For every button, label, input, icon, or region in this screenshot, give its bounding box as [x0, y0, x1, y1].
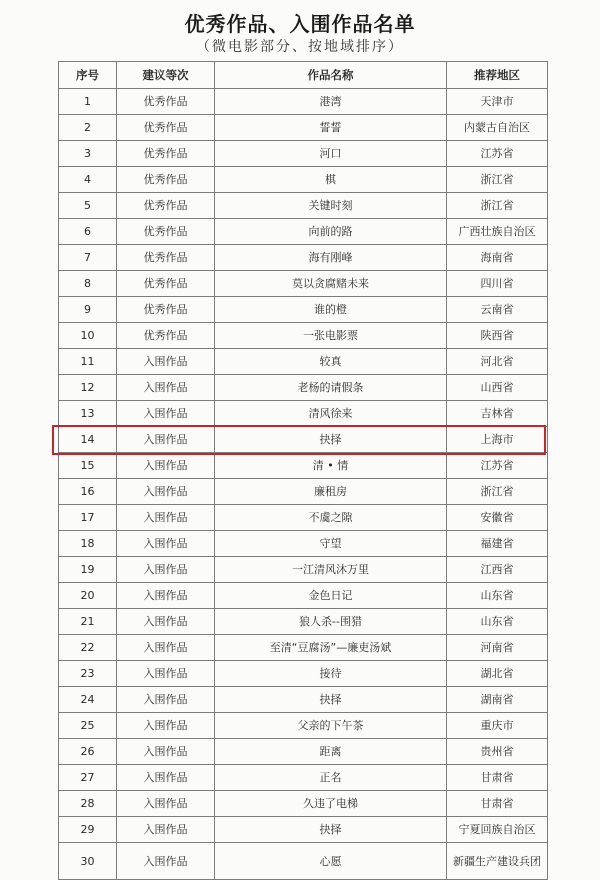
table-row [59, 167, 548, 193]
cell-number: 16 [59, 479, 117, 505]
cell-work-name: 棋 [215, 167, 447, 193]
document-title: 优秀作品、入围作品名单 [184, 12, 416, 36]
cell-work-name: 正名 [215, 765, 447, 791]
cell-work-name: 接待 [215, 661, 447, 687]
cell-region: 江苏省 [447, 141, 548, 167]
cell-work-name: 久违了电梯 [215, 791, 447, 817]
table-row [59, 89, 548, 115]
cell-grade: 入围作品 [117, 531, 215, 557]
cell-number: 15 [59, 453, 117, 479]
cell-region: 宁夏回族自治区 [447, 817, 548, 843]
cell-number: 4 [59, 167, 117, 193]
cell-work-name: 不虞之隙 [215, 505, 447, 531]
cell-number: 8 [59, 271, 117, 297]
cell-region: 广西壮族自治区 [447, 219, 548, 245]
cell-region: 上海市 [447, 427, 548, 453]
cell-region: 湖北省 [447, 661, 548, 687]
table-row [59, 713, 548, 739]
cell-number: 2 [59, 115, 117, 141]
cell-region: 天津市 [447, 89, 548, 115]
cell-number: 11 [59, 349, 117, 375]
table-header-row [59, 62, 548, 89]
cell-work-name: 港湾 [215, 89, 447, 115]
cell-number: 25 [59, 713, 117, 739]
cell-region: 山东省 [447, 609, 548, 635]
table-row [59, 115, 548, 141]
cell-grade: 入围作品 [117, 479, 215, 505]
cell-number: 3 [59, 141, 117, 167]
cell-work-name: 一张电影票 [215, 323, 447, 349]
cell-grade: 入围作品 [117, 661, 215, 687]
cell-region: 浙江省 [447, 167, 548, 193]
cell-grade: 入围作品 [117, 583, 215, 609]
cell-grade: 入围作品 [117, 843, 215, 880]
cell-region: 江苏省 [447, 453, 548, 479]
cell-grade: 入围作品 [117, 687, 215, 713]
cell-number: 17 [59, 505, 117, 531]
table-row [59, 531, 548, 557]
header-grade: 建议等次 [117, 62, 215, 89]
cell-work-name: 誓誓 [215, 115, 447, 141]
cell-region: 新疆生产建设兵团 [447, 843, 548, 880]
cell-grade: 入围作品 [117, 427, 215, 453]
table-row [59, 193, 548, 219]
cell-region: 山东省 [447, 583, 548, 609]
table-row [59, 583, 548, 609]
cell-grade: 入围作品 [117, 609, 215, 635]
cell-number: 9 [59, 297, 117, 323]
cell-region: 吉林省 [447, 401, 548, 427]
cell-region: 河北省 [447, 349, 548, 375]
cell-number: 5 [59, 193, 117, 219]
cell-number: 20 [59, 583, 117, 609]
table-row [59, 427, 548, 453]
table-row [59, 687, 548, 713]
table-row [59, 609, 548, 635]
table-row [59, 245, 548, 271]
cell-work-name: 谁的橙 [215, 297, 447, 323]
cell-number: 30 [59, 843, 117, 880]
cell-work-name: 抉择 [215, 427, 447, 453]
cell-grade: 优秀作品 [117, 141, 215, 167]
cell-region: 江西省 [447, 557, 548, 583]
table-row [59, 375, 548, 401]
cell-grade: 入围作品 [117, 713, 215, 739]
cell-region: 四川省 [447, 271, 548, 297]
cell-work-name: 抉择 [215, 687, 447, 713]
cell-region: 贵州省 [447, 739, 548, 765]
cell-number: 13 [59, 401, 117, 427]
cell-region: 云南省 [447, 297, 548, 323]
cell-work-name: 父亲的下午茶 [215, 713, 447, 739]
table-row [59, 323, 548, 349]
table-row [59, 791, 548, 817]
cell-number: 7 [59, 245, 117, 271]
header-region: 推荐地区 [447, 62, 548, 89]
cell-grade: 入围作品 [117, 739, 215, 765]
table-row [59, 765, 548, 791]
cell-work-name: 清 • 情 [215, 453, 447, 479]
cell-number: 6 [59, 219, 117, 245]
cell-work-name: 守望 [215, 531, 447, 557]
cell-number: 22 [59, 635, 117, 661]
cell-region: 陕西省 [447, 323, 548, 349]
cell-work-name: 海有刚峰 [215, 245, 447, 271]
cell-number: 1 [59, 89, 117, 115]
table-row [59, 739, 548, 765]
cell-region: 重庆市 [447, 713, 548, 739]
cell-work-name: 一江清风沐万里 [215, 557, 447, 583]
cell-grade: 优秀作品 [117, 193, 215, 219]
cell-number: 29 [59, 817, 117, 843]
cell-work-name: 较真 [215, 349, 447, 375]
cell-number: 21 [59, 609, 117, 635]
cell-work-name: 至清“豆腐汤”—廉吏汤斌 [215, 635, 447, 661]
cell-region: 海南省 [447, 245, 548, 271]
cell-number: 18 [59, 531, 117, 557]
cell-region: 福建省 [447, 531, 548, 557]
cell-region: 安徽省 [447, 505, 548, 531]
cell-grade: 优秀作品 [117, 323, 215, 349]
cell-number: 19 [59, 557, 117, 583]
cell-work-name: 向前的路 [215, 219, 447, 245]
table-row [59, 401, 548, 427]
cell-number: 28 [59, 791, 117, 817]
cell-number: 14 [59, 427, 117, 453]
cell-region: 甘肃省 [447, 791, 548, 817]
table-row [59, 505, 548, 531]
cell-number: 10 [59, 323, 117, 349]
cell-number: 24 [59, 687, 117, 713]
cell-work-name: 心愿 [215, 843, 447, 880]
cell-grade: 入围作品 [117, 817, 215, 843]
cell-work-name: 廉租房 [215, 479, 447, 505]
cell-grade: 入围作品 [117, 453, 215, 479]
cell-work-name: 莫以贪腐赌未来 [215, 271, 447, 297]
cell-grade: 优秀作品 [117, 115, 215, 141]
table-row [59, 817, 548, 843]
cell-grade: 优秀作品 [117, 245, 215, 271]
cell-work-name: 抉择 [215, 817, 447, 843]
cell-work-name: 金色日记 [215, 583, 447, 609]
cell-work-name: 老杨的请假条 [215, 375, 447, 401]
cell-work-name: 河口 [215, 141, 447, 167]
cell-grade: 入围作品 [117, 791, 215, 817]
cell-grade: 优秀作品 [117, 271, 215, 297]
table-row [59, 661, 548, 687]
cell-region: 河南省 [447, 635, 548, 661]
cell-grade: 入围作品 [117, 349, 215, 375]
cell-grade: 优秀作品 [117, 89, 215, 115]
cell-number: 27 [59, 765, 117, 791]
table-row [59, 453, 548, 479]
cell-work-name: 关键时刻 [215, 193, 447, 219]
cell-region: 浙江省 [447, 479, 548, 505]
table-row [59, 297, 548, 323]
cell-number: 26 [59, 739, 117, 765]
cell-grade: 入围作品 [117, 505, 215, 531]
header-number: 序号 [59, 62, 117, 89]
cell-number: 12 [59, 375, 117, 401]
cell-region: 湖南省 [447, 687, 548, 713]
cell-region: 山西省 [447, 375, 548, 401]
cell-region: 内蒙古自治区 [447, 115, 548, 141]
header-work-name: 作品名称 [215, 62, 447, 89]
table-row [59, 271, 548, 297]
table-row [59, 479, 548, 505]
cell-number: 23 [59, 661, 117, 687]
table-row [59, 219, 548, 245]
cell-grade: 优秀作品 [117, 219, 215, 245]
cell-grade: 入围作品 [117, 765, 215, 791]
document-subtitle: （微电影部分、按地域排序） [196, 39, 404, 55]
table-row [59, 349, 548, 375]
table-body [59, 89, 548, 880]
table-row [59, 141, 548, 167]
table-row [59, 635, 548, 661]
cell-region: 甘肃省 [447, 765, 548, 791]
cell-grade: 入围作品 [117, 635, 215, 661]
winners-table [58, 61, 548, 880]
cell-work-name: 清风徐来 [215, 401, 447, 427]
table-row [59, 557, 548, 583]
cell-work-name: 距离 [215, 739, 447, 765]
cell-grade: 入围作品 [117, 375, 215, 401]
cell-grade: 优秀作品 [117, 167, 215, 193]
cell-work-name: 狼人杀--围猎 [215, 609, 447, 635]
cell-grade: 入围作品 [117, 401, 215, 427]
cell-grade: 入围作品 [117, 557, 215, 583]
cell-region: 浙江省 [447, 193, 548, 219]
table-row [59, 843, 548, 880]
cell-grade: 优秀作品 [117, 297, 215, 323]
